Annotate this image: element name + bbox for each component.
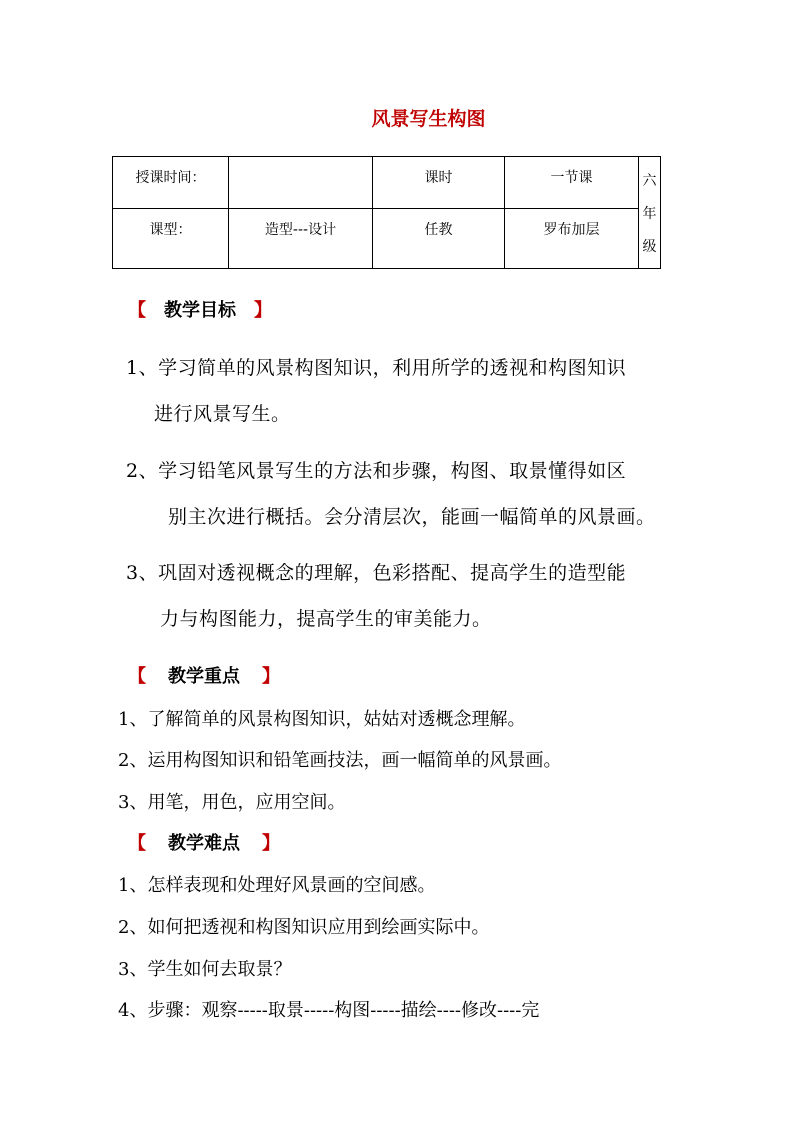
grade-char: 年 (642, 206, 657, 222)
lesson-type-label: 课型： (113, 209, 229, 269)
lesson-info-table (112, 156, 661, 269)
key-point-item: 1、了解简单的风景构图知识，姑姑对透概念理解。 (118, 709, 526, 730)
key-point-item: 3、用笔，用色，应用空间。 (118, 792, 346, 813)
objective-line: 2、学习铅笔风景写生的方法和步骤，构图、取景懂得如区 (126, 460, 627, 482)
objective-line: 别主次进行概括。会分清层次，能画一幅简单的风景画。 (168, 506, 656, 528)
teaching-time-value (229, 157, 373, 209)
bracket-close: 】 (262, 833, 280, 854)
objective-line: 1、学习简单的风景构图知识，利用所学的透视和构图知识 (126, 357, 627, 379)
objectives-heading (128, 296, 272, 322)
class-hours-label: 课时 (373, 157, 505, 209)
difficulty-item: 2、如何把透视和构图知识应用到绘画实际中。 (118, 917, 490, 938)
objective-item (126, 550, 626, 642)
bracket-open: 【 (128, 300, 146, 321)
objective-line: 进行风景写生。 (154, 403, 291, 425)
teacher-value: 罗布加层 (505, 209, 639, 269)
objectives-heading-text: 教学目标 (164, 300, 236, 321)
key-point-item: 2、运用构图知识和铅笔画技法，画一幅简单的风景画。 (118, 750, 562, 771)
table-row (113, 157, 661, 209)
lesson-type-value: 造型---设计 (229, 209, 373, 269)
key-points-heading (128, 662, 280, 688)
grade-char: 级 (642, 239, 657, 255)
objective-line: 力与构图能力，提高学生的审美能力。 (160, 608, 492, 630)
objective-line: 3、巩固对透视概念的理解，色彩搭配、提高学生的造型能 (126, 562, 627, 584)
difficulty-item: 3、学生如何去取景？ (118, 959, 292, 980)
difficulty-item: 4、步骤：观察-----取景-----构图-----描绘----修改----完 (118, 1000, 540, 1021)
objective-item (126, 448, 656, 540)
difficulty-item: 1、怎样表现和处理好风景画的空间感。 (118, 875, 436, 896)
grade-char: 六 (642, 173, 657, 189)
teaching-time-label: 授课时间： (113, 157, 229, 209)
difficulties-heading-text: 教学难点 (168, 833, 240, 854)
bracket-open: 【 (128, 666, 146, 687)
grade-cell (639, 157, 661, 269)
document-title: 风景写生构图 (371, 108, 486, 130)
key-points-heading-text: 教学重点 (168, 666, 240, 687)
difficulties-heading (128, 829, 280, 855)
bracket-open: 【 (128, 833, 146, 854)
bracket-close: 】 (254, 300, 272, 321)
objective-item (126, 345, 626, 437)
teacher-label: 任教 (373, 209, 505, 269)
bracket-close: 】 (262, 666, 280, 687)
table-row (113, 209, 661, 269)
class-hours-value: 一节课 (505, 157, 639, 209)
